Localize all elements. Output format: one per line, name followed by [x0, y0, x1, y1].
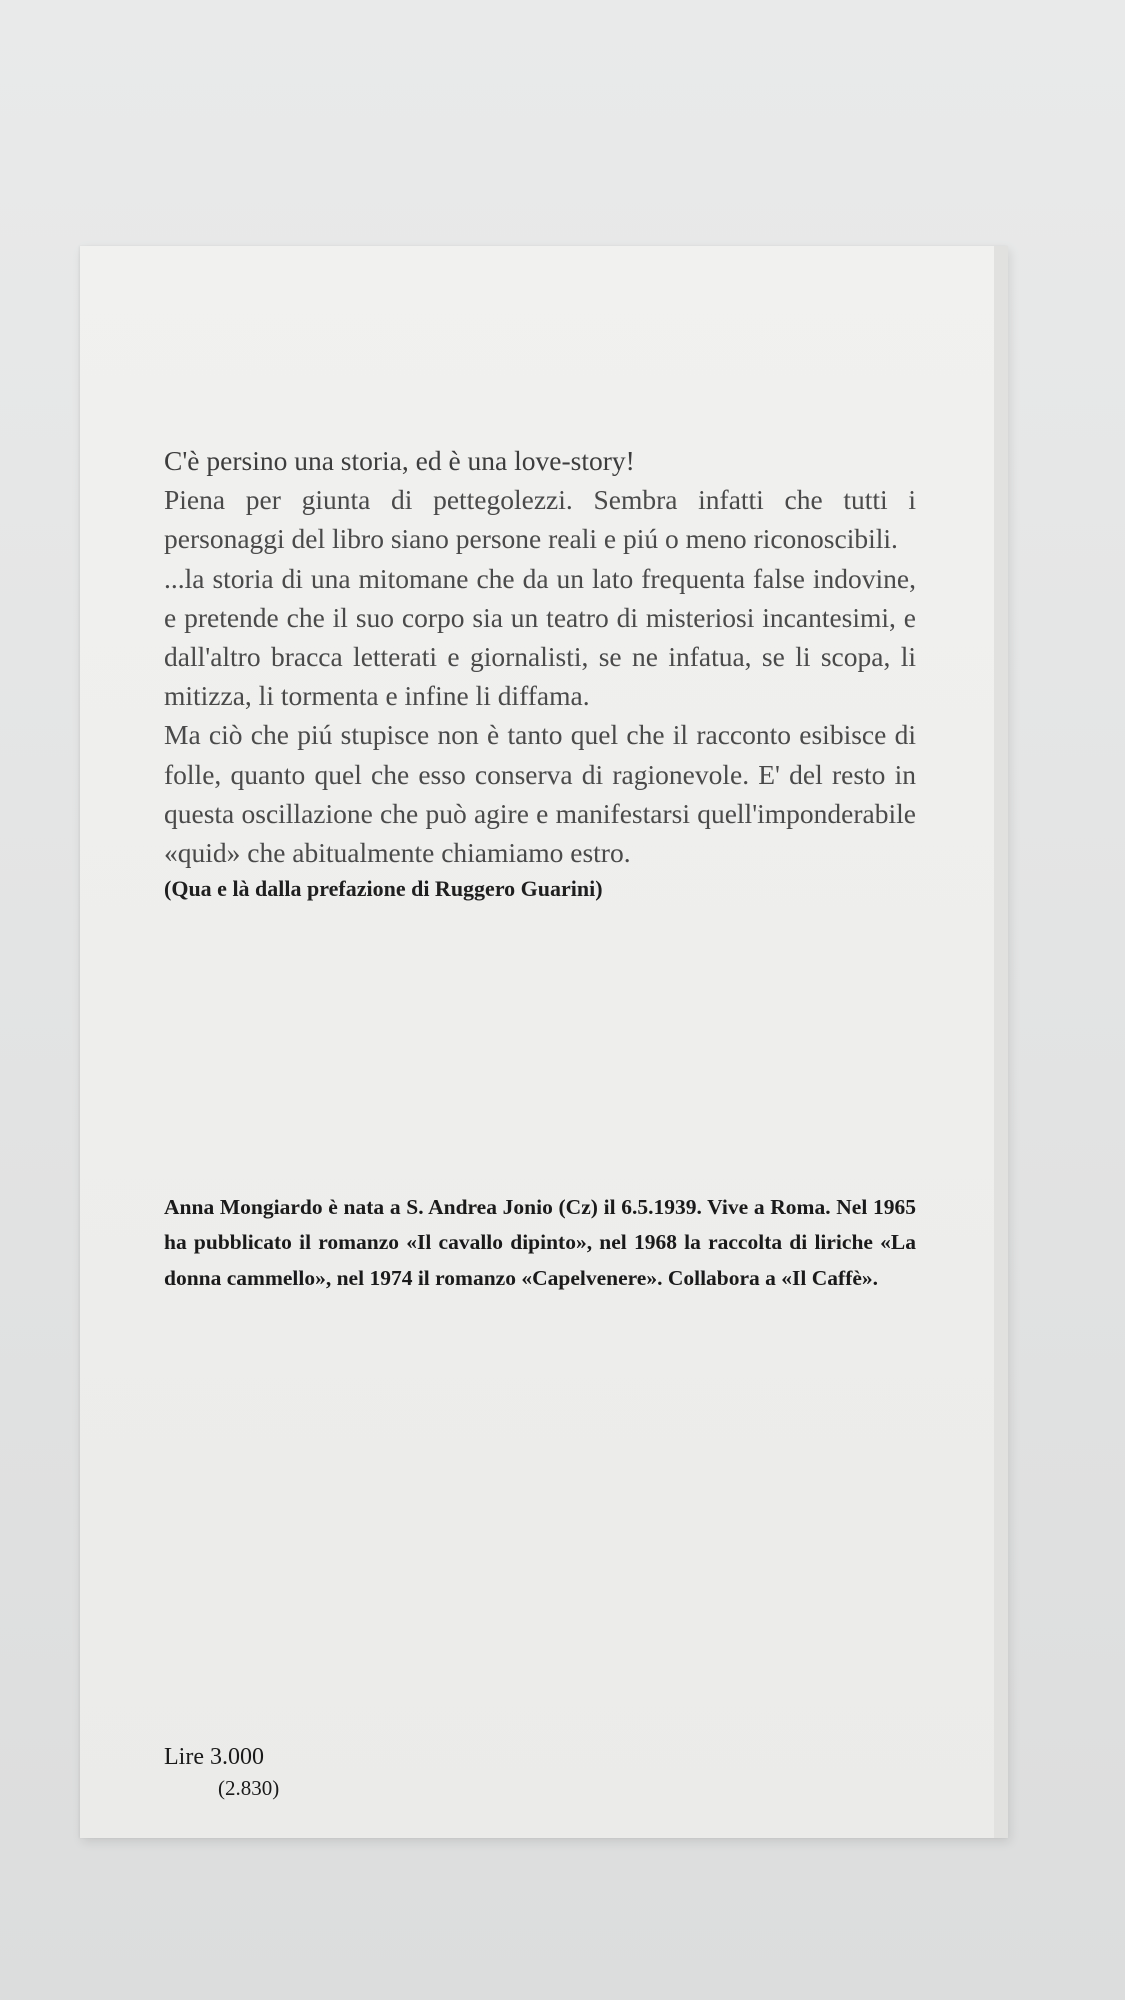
blurb-paragraph-3: Ma ciò che piú stupisce non è tanto quel che il racconto esibisce di folle, quanto quel che esso conserva di ragionevole. E' del resto in questa oscillazione che può agire e manifestarsi quell'imponderabile «quid» che abitualmente chiamiamo estro.	[164, 719, 916, 869]
preface-credit: (Qua e là dalla prefazione di Ruggero Guarini)	[164, 876, 603, 902]
price-sub-label: (2.830)	[218, 1776, 280, 1800]
blurb-paragraph-1: Piena per giunta di pettegolezzi. Sembra infatti che tutti i personaggi del libro siano persone reali e piú o meno riconoscibili.	[164, 484, 916, 555]
book-back-cover	[80, 246, 1008, 1838]
blurb-text	[164, 441, 916, 906]
price-label: Lire 3.000	[164, 1744, 264, 1770]
author-bio: Anna Mongiardo è nata a S. Andrea Jonio (Cz) il 6.5.1939. Vive a Roma. Nel 1965 ha pubblicato il romanzo «Il cavallo dipinto», nel 1968 la raccolta di liriche «La donna cammello», nel 1974 il romanzo «Capelvenere». Collabora a «Il Caffè».	[164, 1194, 916, 1290]
blurb-paragraph-2: ...la storia di una mitomane che da un lato frequenta false indovine, e pretende che il suo corpo sia un teatro di misteriosi incantesimi, e dall'altro bracca letterati e giornalisti, se ne infatua, se li scopa, li mitizza, li tormenta e infine li diffama.	[164, 562, 916, 712]
blurb-opening-line: C'è persino una storia, ed è una love-story!	[164, 445, 635, 476]
